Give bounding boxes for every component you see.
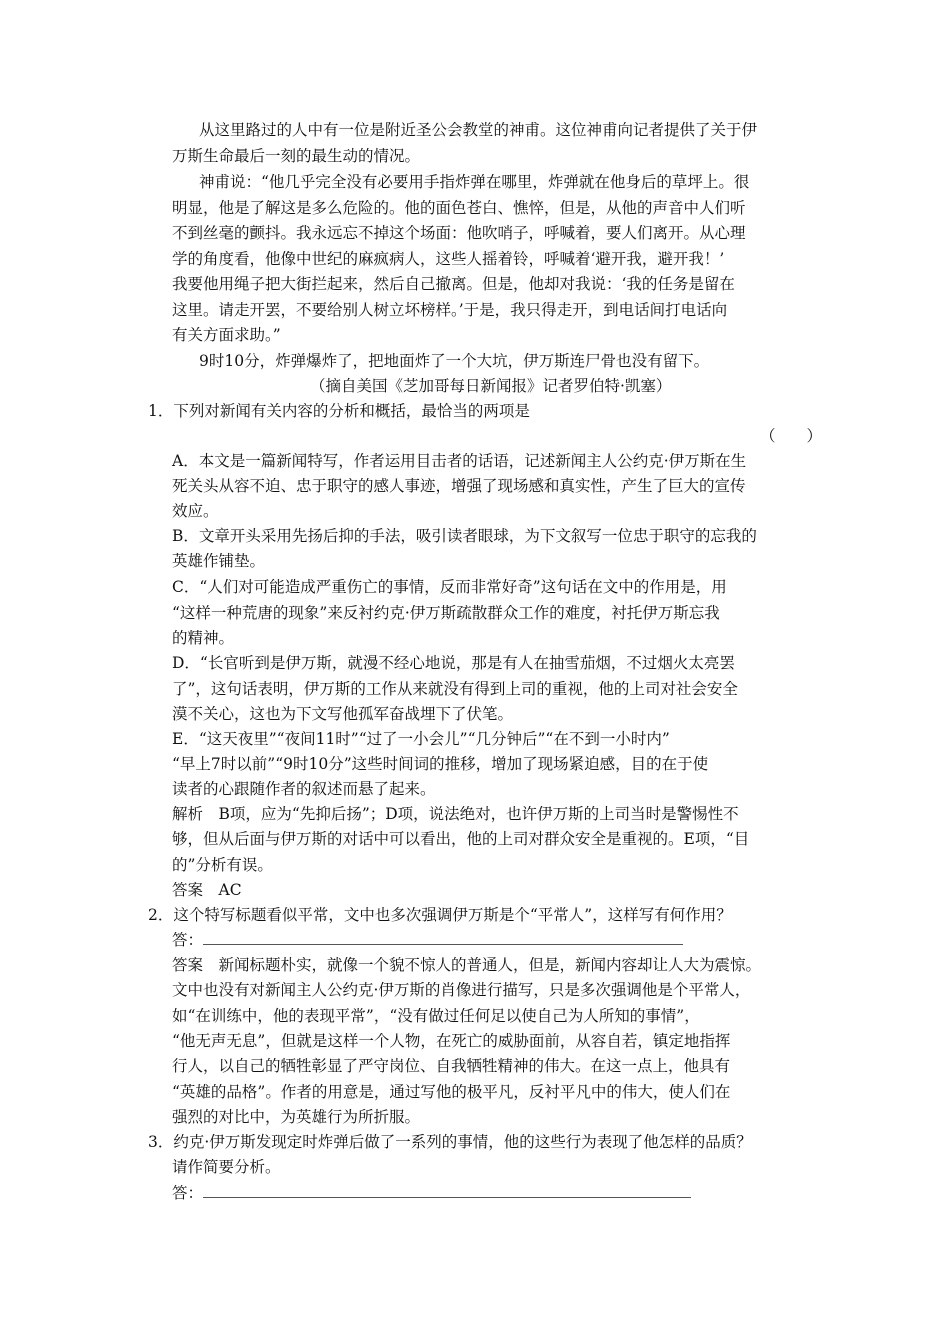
q1-analysis-line: 够，但从后面与伊万斯的对话中可以看出，他的上司对群众安全是重视的。E项，“目 (172, 830, 750, 848)
q1-line: 漠不关心，这也为下文写他孤军奋战埋下了伏笔。 (172, 705, 514, 723)
article-line: 明显，他是了解这是多么危险的。他的面色苍白、憔悴，但是，从他的声音中人们听 (172, 199, 746, 217)
question-3-stem-continued: 请作简要分析。 (172, 1158, 281, 1176)
question-2-stem: 2．这个特写标题看似平常，文中也多次强调伊万斯是个“平常人”，这样写有何作用？ (148, 906, 732, 924)
q2-answer-line: 文中也没有对新闻主人公约克·伊万斯的肖像进行描写，只是多次强调他是个平常人， (172, 981, 751, 999)
answer-label: 答： (172, 1184, 204, 1202)
article-line: 从这里路过的人中有一位是附近圣公会教堂的神甫。这位神甫向记者提供了关于伊 (199, 121, 758, 139)
article-line: 这里。请走开罢，不要给别人树立坏榜样。’于是，我只得走开，到电话间打电话向 (172, 301, 728, 319)
q1-analysis-line: 解析 B项，应为“先抑后扬”；D项，说法绝对，也许伊万斯的上司当时是警惕性不 (172, 805, 739, 823)
answer-label: 答： (172, 931, 204, 949)
article-line: 神甫说：“他几乎完全没有必要用手指炸弹在哪里，炸弹就在他身后的草坪上。很 (199, 173, 750, 191)
answer-blank-line[interactable] (203, 1183, 691, 1198)
q1-analysis-line: 的”分析有误。 (172, 856, 273, 874)
q1-line: 了”，这句话表明，伊万斯的工作从来就没有得到上司的重视，他的上司对社会安全 (172, 680, 738, 698)
q2-answer-line: “英雄的品格”。作者的用意是，通过写他的极平凡，反衬平凡中的伟大，使人们在 (172, 1083, 731, 1101)
q1-line: E．“这天夜里”“夜间11时”“过了一小会儿”“几分钟后”“在不到一小时内” (172, 730, 670, 748)
question-1-bracket[interactable]: （ ） (760, 427, 823, 445)
q1-line: “早上7时以前”“9时10分”这些时间词的推移，增加了现场紧迫感，目的在于使 (172, 755, 709, 773)
q1-line: B．文章开头采用先扬后抑的手法，吸引读者眼球，为下文叙写一位忠于职守的忘我的 (172, 527, 757, 545)
q2-answer-line: 答案 新闻标题朴实，就像一个貌不惊人的普通人，但是，新闻内容却让人大为震惊。 (172, 956, 762, 974)
article-source: （摘自美国《芝加哥每日新闻报》记者罗伯特·凯塞） (310, 377, 672, 395)
question-2-answer-row (172, 930, 683, 950)
article-line: 9时10分，炸弹爆炸了，把地面炸了一个大坑，伊万斯连尸骨也没有留下。 (199, 352, 710, 370)
q1-line: D．“长官听到是伊万斯，就漫不经心地说，那是有人在抽雪茄烟，不过烟火太亮罢 (172, 654, 735, 672)
question-3-answer-row (172, 1183, 691, 1203)
question-3-stem: 3．约克·伊万斯发现定时炸弹后做了一系列的事情，他的这些行为表现了他怎样的品质？ (148, 1133, 752, 1151)
q1-line: “这样一种荒唐的现象”来反衬约克·伊万斯疏散群众工作的难度，衬托伊万斯忘我 (172, 604, 720, 622)
q1-line: 读者的心跟随作者的叙述而悬了起来。 (172, 780, 436, 798)
q1-answer: 答案 AC (172, 881, 242, 899)
q2-answer-line: “他无声无息”，但就是这样一个人物，在死亡的威胁面前，从容自若，镇定地指挥 (172, 1032, 731, 1050)
q2-answer-line: 强烈的对比中，为英雄行为所折服。 (172, 1108, 421, 1126)
article-line: 不到丝毫的颤抖。我永远忘不掉这个场面：他吹哨子，呼喊着，要人们离开。从心理 (172, 224, 746, 242)
q1-line: A．本文是一篇新闻特写，作者运用目击者的话语，记述新闻主人公约克·伊万斯在生 (172, 452, 747, 470)
article-line: 学的角度看，他像中世纪的麻疯病人，这些人摇着铃，呼喊着‘避开我，避开我！’ (172, 250, 725, 268)
q1-line: C．“人们对可能造成严重伤亡的事情，反而非常好奇”这句话在文中的作用是，用 (172, 578, 727, 596)
q1-line: 的精神。 (172, 629, 235, 647)
article-line: 万斯生命最后一刻的最生动的情况。 (172, 147, 421, 165)
q2-answer-line: 如“在训练中，他的表现平常”，“没有做过任何足以使自己为人所知的事情”， (172, 1007, 700, 1025)
question-1-stem: 1．下列对新闻有关内容的分析和概括，最恰当的两项是 (148, 402, 530, 420)
q1-line: 死关头从容不迫、忠于职守的感人事迹，增强了现场感和真实性，产生了巨大的宣传 (172, 477, 746, 495)
q1-line: 效应。 (172, 502, 219, 520)
article-line: 我要他用绳子把大街拦起来，然后自己撤离。但是，他却对我说：‘我的任务是留在 (172, 275, 735, 293)
answer-blank-line[interactable] (203, 930, 683, 945)
q1-line: 英雄作铺垫。 (172, 552, 266, 570)
article-line: 有关方面求助。” (172, 326, 281, 344)
q2-answer-line: 行人，以自己的牺牲彰显了严守岗位、自我牺牲精神的伟大。在这一点上，他具有 (172, 1057, 731, 1075)
